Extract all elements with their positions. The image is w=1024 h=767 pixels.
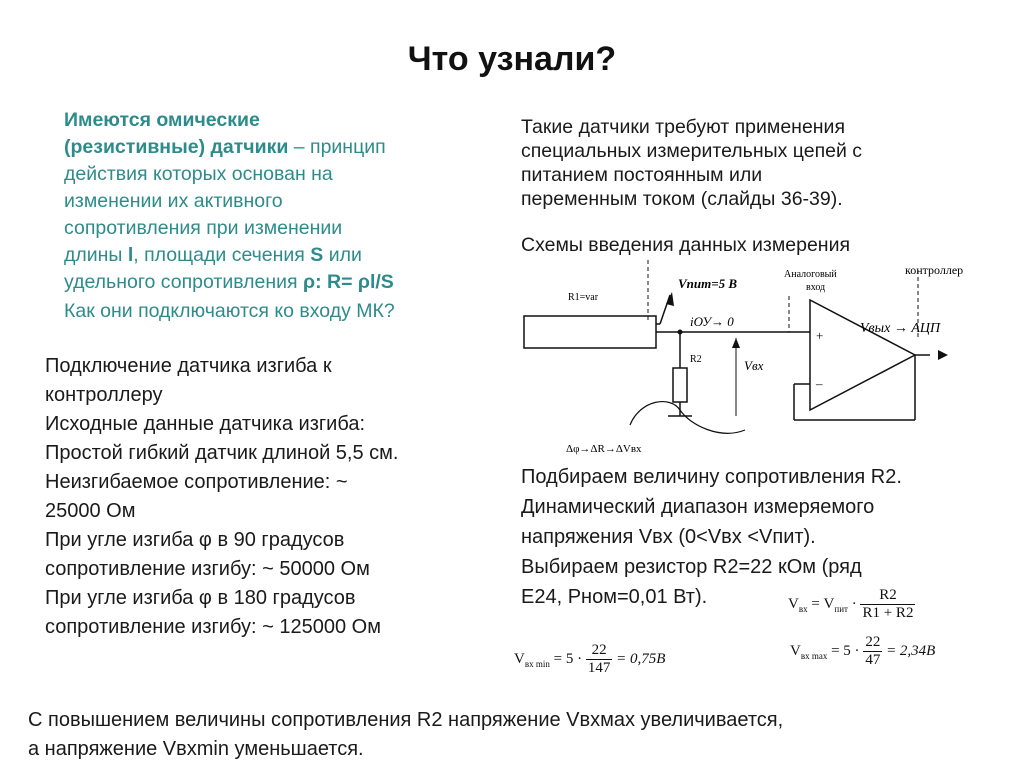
- teal-line: сопротивления при изменении: [64, 217, 343, 239]
- circuit-subtitle: Схемы введения данных измерения: [521, 234, 851, 256]
- op-amp-shape: [810, 300, 915, 410]
- text-line: Е24, Pном=0,01 Вт).: [521, 586, 708, 608]
- text-line: Такие датчики требуют применения: [521, 116, 846, 138]
- text-line: Простой гибкий датчик длиной 5,5 см.: [45, 442, 399, 464]
- r2-label: R2: [690, 354, 702, 365]
- r1-resistor-shape: [524, 316, 656, 348]
- formula-vmin: $V_{вх min} = 5$ · $\frac{22}{147}$ = 0,75В: [514, 642, 666, 676]
- teal-line: изменении их активного: [64, 190, 283, 212]
- controller-label: контроллер: [905, 263, 964, 277]
- teal-question: Как они подключаются ко входу МК?: [64, 300, 395, 322]
- text-line: При угле изгиба φ в 90 градусов: [45, 529, 345, 551]
- text-line: 25000 Ом: [45, 500, 136, 522]
- current-label: iОУ→ 0: [690, 314, 734, 329]
- text-line: С повышением величины сопротивления R2 напряжение Vвхмах увеличивается,: [28, 709, 784, 731]
- teal-line: действия которых основан на: [64, 163, 333, 185]
- minus-sign: –: [816, 376, 823, 391]
- text-line: переменным током (слайды 36-39).: [521, 188, 843, 210]
- text-line: Исходные данные датчика изгиба:: [45, 413, 365, 435]
- analog-input-label: Аналоговый: [784, 269, 837, 280]
- bend-sensor-data: [45, 352, 515, 642]
- teal-line: удельного сопротивления ρ: R= ρl/S: [64, 271, 394, 293]
- text-line: а напряжение Vвхmin уменьшается.: [28, 738, 364, 760]
- text-line: Подключение датчика изгиба к: [45, 355, 332, 377]
- plus-sign: +: [816, 328, 824, 343]
- slide-title: Что узнали?: [407, 40, 617, 78]
- text-line: сопротивление изгибу: ~ 50000 Ом: [45, 558, 370, 580]
- measurement-circuits-text: [521, 115, 991, 211]
- vin-label: Vвх: [744, 358, 764, 373]
- teal-line: Имеются омические: [64, 109, 260, 131]
- text-line: Динамический диапазон измеряемого: [521, 496, 875, 518]
- text-line: Неизгибаемое сопротивление: ~: [45, 471, 348, 493]
- text-line: напряжения Vвх (0<Vвх <Vпит).: [521, 526, 816, 548]
- formula-general: $V_{вх} = V_{пит}$ · $\frac{R2}{R1 + R2}$: [788, 587, 914, 621]
- teal-line: длины l, площади сечения S или: [64, 244, 362, 266]
- vout-label: Vвых → АЦП: [860, 321, 941, 336]
- formula-vmax: $V_{вх max} = 5$ · $\frac{22}{47}$ = 2,34В: [790, 634, 936, 668]
- resistive-sensors-description: [64, 107, 509, 325]
- resistor-selection-text: [521, 462, 991, 612]
- conclusion-text: [28, 706, 1018, 764]
- analog-input-label-2: вход: [806, 282, 826, 293]
- teal-line: (резистивные) датчики – принцип: [64, 136, 386, 158]
- delta-label: Δφ→ΔR→ΔVвх: [566, 443, 642, 455]
- vpit-label: Vпит=5 В: [678, 276, 738, 291]
- text-line: специальных измерительных цепей с: [521, 140, 863, 162]
- text-line: Подбираем величину сопротивления R2.: [521, 466, 902, 488]
- text-line: При угле изгиба φ в 180 градусов: [45, 587, 356, 609]
- text-line: питанием постоянным или: [521, 164, 763, 186]
- text-line: контроллеру: [45, 384, 163, 406]
- r1-label: R1=var: [568, 292, 599, 303]
- r2-resistor-shape: [673, 368, 687, 402]
- text-line: сопротивление изгибу: ~ 125000 Ом: [45, 616, 381, 638]
- circuit-diagram: [520, 260, 990, 460]
- text-line: Выбираем резистор R2=22 кОм (ряд: [521, 556, 862, 578]
